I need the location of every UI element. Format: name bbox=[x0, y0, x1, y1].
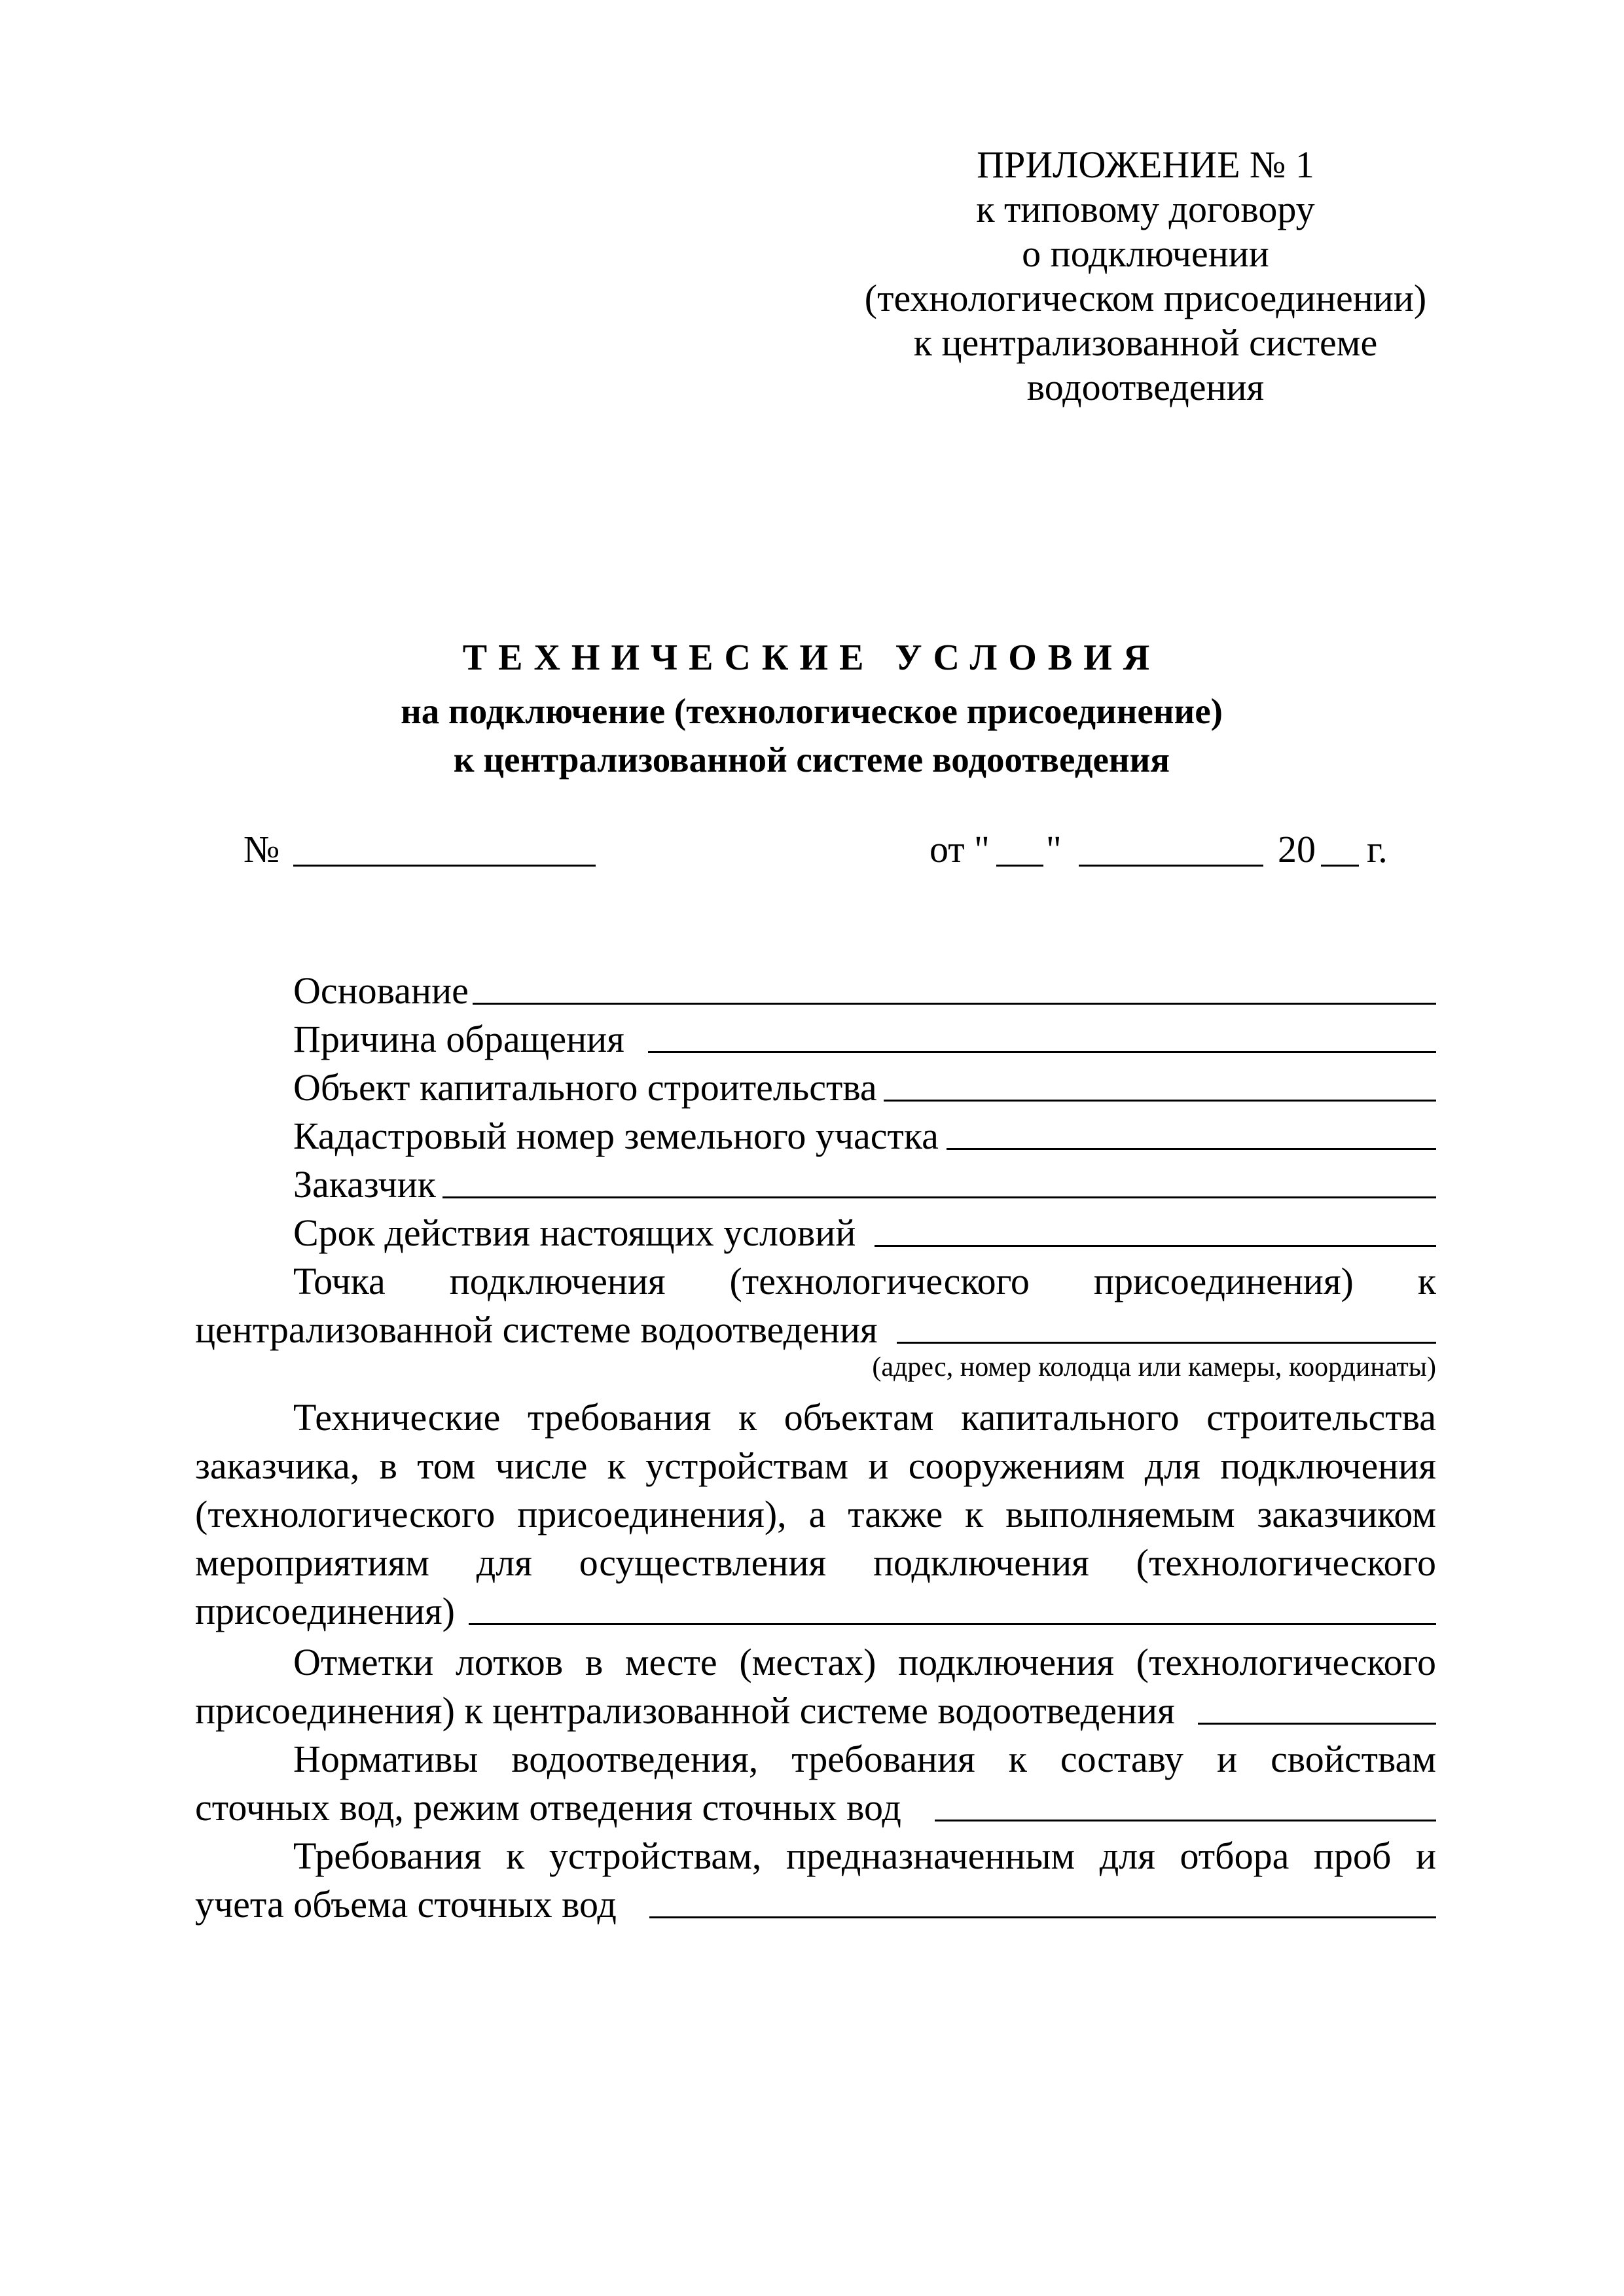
date-day-blank[interactable] bbox=[996, 865, 1043, 867]
appendix-line-3: о подключении bbox=[1022, 232, 1269, 275]
appendix-header bbox=[838, 143, 1453, 410]
norms-line-2: сточных вод, режим отведения сточных вод bbox=[195, 1786, 901, 1829]
sampling-text-1: Требования к устройствам, предназначенным для отбора проб и bbox=[293, 1835, 1436, 1877]
field-customer-label: Заказчик bbox=[293, 1163, 436, 1206]
field-point-line-1 bbox=[293, 1258, 1436, 1305]
norms-blank[interactable] bbox=[935, 1820, 1436, 1821]
tech-req-text-3: (технологического присоединения), а также к выполняемым заказчиком bbox=[195, 1493, 1436, 1535]
field-point-text-1: Точка подключения (технологического присоединения) к bbox=[293, 1260, 1436, 1302]
appendix-line-2: к типовому договору bbox=[976, 188, 1315, 230]
date-month-blank[interactable] bbox=[1079, 865, 1263, 867]
title-main: ТЕХНИЧЕСКИЕ УСЛОВИЯ bbox=[462, 637, 1161, 678]
field-validity-blank[interactable] bbox=[875, 1245, 1436, 1247]
sampling-line-2: учета объема сточных вод bbox=[195, 1883, 617, 1926]
appendix-line-6: водоотведения bbox=[1026, 366, 1265, 408]
tech-req-line-1 bbox=[293, 1394, 1436, 1441]
number-sign: № bbox=[244, 828, 280, 870]
norms-line-1 bbox=[293, 1736, 1436, 1783]
field-customer-blank[interactable] bbox=[442, 1196, 1436, 1198]
field-validity-label: Срок действия настоящих условий bbox=[293, 1211, 856, 1254]
tech-req-line-3 bbox=[195, 1491, 1436, 1538]
year-prefix: 20 bbox=[1278, 828, 1316, 870]
tech-req-blank[interactable] bbox=[469, 1623, 1436, 1625]
field-cadastral-label: Кадастровый номер земельного участка bbox=[293, 1115, 939, 1157]
field-object-blank[interactable] bbox=[884, 1100, 1436, 1102]
field-basis-label: Основание bbox=[293, 969, 469, 1012]
tech-req-line-4 bbox=[195, 1539, 1436, 1587]
norms-text-1: Нормативы водоотведения, требования к составу и свойствам bbox=[293, 1738, 1436, 1780]
sampling-blank[interactable] bbox=[649, 1916, 1436, 1918]
date-prefix: от " bbox=[929, 828, 990, 870]
tech-req-text-2: заказчика, в том числе к устройствам и сооружениям для подключения bbox=[195, 1444, 1436, 1487]
marks-blank[interactable] bbox=[1198, 1723, 1436, 1725]
title-subtitle-1: на подключение (технологическое присоединение) bbox=[401, 691, 1223, 731]
tech-req-text-1: Технические требования к объектам капитального строительства bbox=[293, 1396, 1436, 1439]
field-reason-blank[interactable] bbox=[648, 1051, 1436, 1053]
appendix-line-1: ПРИЛОЖЕНИЕ № 1 bbox=[977, 143, 1314, 186]
tech-req-line-5: присоединения) bbox=[195, 1590, 455, 1632]
document-title bbox=[196, 634, 1427, 784]
marks-line-2: присоединения) к централизованной системе водоотведения bbox=[195, 1689, 1175, 1732]
field-object-label: Объект капитального строительства bbox=[293, 1066, 877, 1109]
marks-line-1 bbox=[293, 1639, 1436, 1686]
number-blank[interactable] bbox=[293, 865, 596, 867]
field-cadastral-blank[interactable] bbox=[947, 1148, 1436, 1150]
title-subtitle-2: к централизованной системе водоотведения bbox=[453, 740, 1170, 780]
tech-req-text-4: мероприятиям для осуществления подключения (технологического bbox=[195, 1541, 1436, 1584]
sampling-line-1 bbox=[293, 1833, 1436, 1880]
tech-req-line-2 bbox=[195, 1443, 1436, 1490]
field-basis-blank[interactable] bbox=[473, 1003, 1436, 1005]
date-quote-close: " bbox=[1046, 828, 1062, 870]
appendix-line-5: к централизованной системе bbox=[913, 321, 1378, 364]
number-date-row bbox=[0, 823, 1624, 876]
field-point-line-2: централизованной системе водоотведения bbox=[195, 1308, 878, 1351]
date-year-blank[interactable] bbox=[1321, 865, 1359, 867]
field-reason-label: Причина обращения bbox=[293, 1018, 624, 1060]
field-point-blank[interactable] bbox=[897, 1342, 1436, 1344]
marks-text-1: Отметки лотков в месте (местах) подключения (технологического bbox=[293, 1641, 1436, 1683]
field-point-hint: (адрес, номер колодца или камеры, координаты) bbox=[872, 1352, 1436, 1382]
year-suffix: г. bbox=[1367, 828, 1388, 870]
appendix-line-4: (технологическом присоединении) bbox=[864, 277, 1427, 319]
